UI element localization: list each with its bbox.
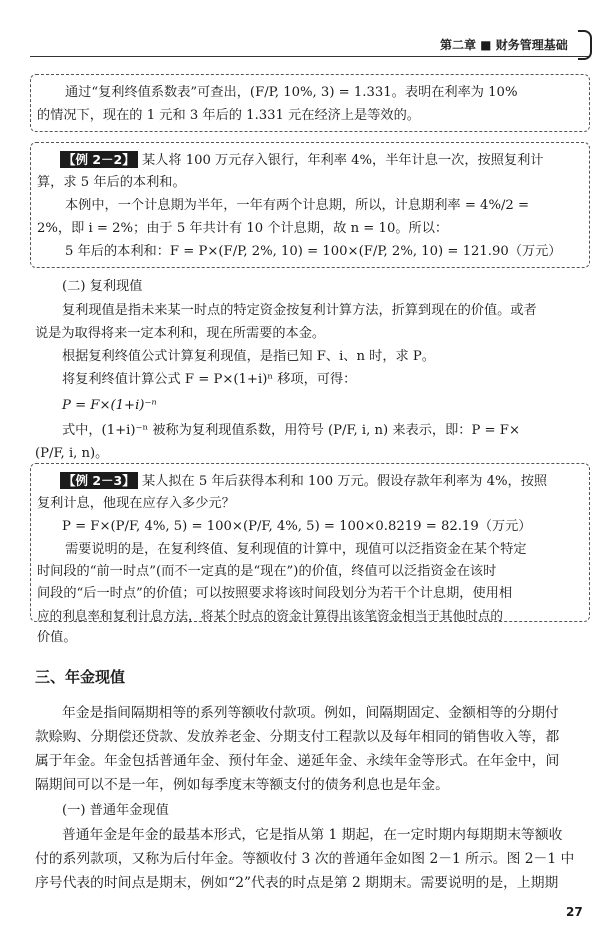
- example-heading-line: [60, 471, 547, 491]
- body-line: 款赊购、分期偿还贷款、发放养老金、分期支付工程款以及每年相同的销售收入等，都: [35, 729, 560, 745]
- body-line: (P/F, i, n)。: [35, 446, 109, 461]
- example-line: 本例中，一个计息期为半年，一年有两个计息期，所以，计息期利率 = 4%/2 =: [65, 198, 530, 213]
- example-formula: P = F×(P/F, 4%, 5) = 100×(P/F, 4%, 5) = 100×0.8219 = 82.19（万元）: [62, 519, 532, 534]
- example-line: 需要说明的是，在复利终值、复利现值的计算中，现值可以泛指资金在某个特定: [65, 542, 527, 557]
- body-line: 式中，(1+i)⁻ⁿ 被称为复利现值系数，用符号 (P/F, i, n) 来表示，即：P = F×: [62, 423, 520, 438]
- example-tag: 【例 2－2】: [60, 151, 138, 168]
- body-line: 付的系列款项，又称为后付年金。等额收付 3 次的普通年金如图 2－1 所示。图 2－1 中: [35, 851, 575, 867]
- note-line: 的情况下，现在的 1 元和 3 年后的 1.331 元在经济上是等效的。: [37, 108, 420, 123]
- formula: P = F×(1+i)⁻ⁿ: [62, 398, 157, 413]
- example-line: 应的利息率和复利计息方法，将某个时点的资金计算得出该笔资金相当于其他时点的: [37, 608, 503, 623]
- note-line: 通过“复利终值系数表”可查出，(F/P, 10%, 3) = 1.331。表明在利率为 10%: [65, 85, 518, 100]
- example-text: 某人拟在 5 年后获得本利和 100 万元。假设存款年利率为 4%，按照: [137, 474, 548, 489]
- header-corner-bracket: [578, 30, 592, 60]
- header-rule: [30, 56, 590, 57]
- body-line: 根据复利终值公式计算复利现值，是指已知 F、i、n 时，求 P。: [62, 349, 435, 364]
- example-line: 2%，即 i = 2%；由于 5 年共计有 10 个计息期，故 n = 10。所以：: [37, 221, 449, 236]
- example-tag: 【例 2－3】: [60, 472, 138, 489]
- chapter-header: 第二章 ■ 财务管理基础: [440, 38, 568, 52]
- body-line: 隔期间可以不是一年，例如每季度末等额支付的债务利息也是年金。: [35, 777, 449, 793]
- section-heading: (二) 复利现值: [62, 279, 143, 294]
- example-line: 5 年后的本利和：F = P×(F/P, 2%, 10) = 100×(F/P, 2%, 10) = 121.90（万元）: [65, 244, 562, 259]
- example-line: 复利计息，他现在应存入多少元？: [37, 496, 235, 511]
- body-line: 说是为取得将来一定本利和，现在所需要的本金。: [35, 326, 326, 341]
- page-number: 27: [566, 905, 583, 919]
- body-line: 普通年金是年金的最基本形式，它是指从第 1 期起，在一定时期内每期期末等额收: [62, 827, 563, 843]
- example-heading-line: [60, 150, 543, 170]
- body-line: 序号代表的时间点是期末，例如“2”代表的时点是第 2 期期末。需要说明的是，上期期: [35, 875, 559, 891]
- body-line: 属于年金。年金包括普通年金、预付年金、递延年金、永续年金等形式。在年金中，间: [35, 753, 560, 769]
- example-line: 时间段的“前一时点”(而不一定真的是“现在”)的价值，终值可以泛指资金在该时: [37, 564, 497, 579]
- body-line: 年金是指间隔期相等的系列等额收付款项。例如，间隔期固定、金额相等的分期付: [62, 705, 559, 721]
- body-line: 复利现值是指未来某一时点的特定资金按复利计算方法，折算到现在的价值。或者: [62, 303, 537, 318]
- subsection-heading: (一) 普通年金现值: [62, 803, 169, 818]
- body-line: 将复利终值计算公式 F = P×(1+i)ⁿ 移项，可得：: [62, 372, 357, 387]
- section-title: 三、年金现值: [35, 668, 126, 686]
- example-line: 算，求 5 年后的本利和。: [37, 175, 186, 190]
- example-line: 价值。: [37, 630, 77, 645]
- example-line: 间段的“后一时点”的价值；可以按照要求将该时间段划分为若干个计息期，使用相: [37, 586, 513, 601]
- example-text: 某人将 100 万元存入银行，年利率 4%，半年计息一次，按照复利计: [137, 153, 544, 168]
